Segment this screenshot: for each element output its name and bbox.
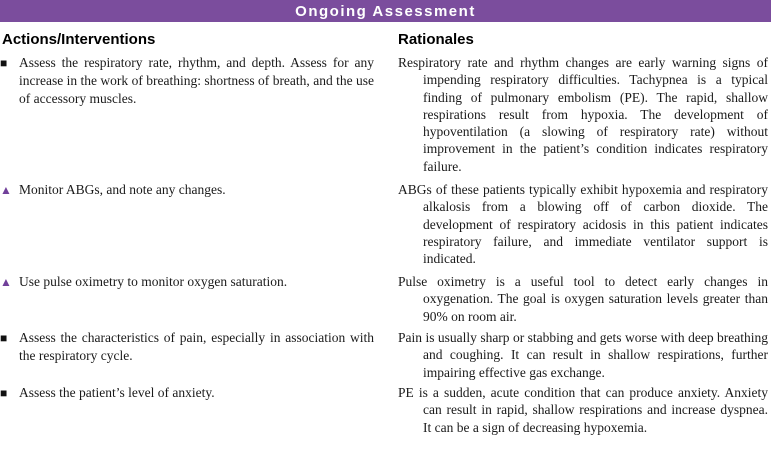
table-row — [0, 181, 771, 270]
action-text: Use pulse oximetry to monitor oxygen saturation. — [19, 274, 288, 289]
action-cell — [0, 54, 390, 107]
table-row — [0, 329, 771, 381]
table-row — [0, 273, 771, 326]
table-row — [0, 384, 771, 436]
action-text: Assess the patient’s level of anxiety. — [19, 385, 215, 400]
rationale-text: Pulse oximetry is a useful tool to detect early changes in oxygenation. The goal is oxygen saturation levels greater than 90% on room air. — [398, 274, 768, 324]
action-text: Assess the characteristics of pain, especially in association with the respiratory cycle. — [19, 330, 374, 364]
action-text: Assess the respiratory rate, rhythm, and depth. Assess for any increase in the work of breathing: shortness of breath, and the use of accessory muscles. — [19, 55, 374, 106]
table-row — [0, 54, 771, 178]
rationale-text: PE is a sudden, acute condition that can produce anxiety. Anxiety can result in rapid, shallow respirations and increase dyspnea. It can be a sign of decreasing hypoxemia. — [398, 385, 768, 435]
action-cell — [0, 329, 390, 365]
page-title: Ongoing Assessment — [295, 2, 476, 20]
column-header-actions: Actions/Interventions — [2, 31, 156, 48]
column-headers — [0, 22, 771, 54]
action-cell — [0, 273, 390, 291]
action-cell — [0, 384, 390, 402]
triangle-bullet-icon: ▲ — [0, 183, 12, 197]
rationale-text: ABGs of these patients typically exhibit hypoxemia and respiratory alkalosis from a blowing off of carbon dioxide. The development of respiratory acidosis in this patient indicates respiratory failure, and immediate ventilator support is indicated. — [398, 182, 768, 267]
square-bullet-icon: ■ — [0, 56, 8, 70]
square-bullet-icon: ■ — [0, 331, 8, 345]
square-bullet-icon: ■ — [0, 386, 8, 400]
triangle-bullet-icon: ▲ — [0, 275, 12, 289]
title-bar — [0, 0, 771, 22]
rows-container — [0, 54, 771, 436]
action-text: Monitor ABGs, and note any changes. — [19, 182, 226, 197]
rationale-text: Pain is usually sharp or stabbing and gets worse with deep breathing and coughing. It can result in shallow respirations, further impairing effective gas exchange. — [398, 330, 768, 380]
action-cell — [0, 181, 390, 199]
column-header-rationales: Rationales — [398, 31, 474, 48]
rationale-text: Respiratory rate and rhythm changes are early warning signs of impending respiratory difficulties. Tachypnea is a typical finding of pulmonary embolism (PE). The rapid, shallow respirations result from hypoxia. The development of hypoventilation (a slowing of respiratory rate) without improvement in the patient’s condition indicates respiratory failure. — [398, 55, 768, 174]
